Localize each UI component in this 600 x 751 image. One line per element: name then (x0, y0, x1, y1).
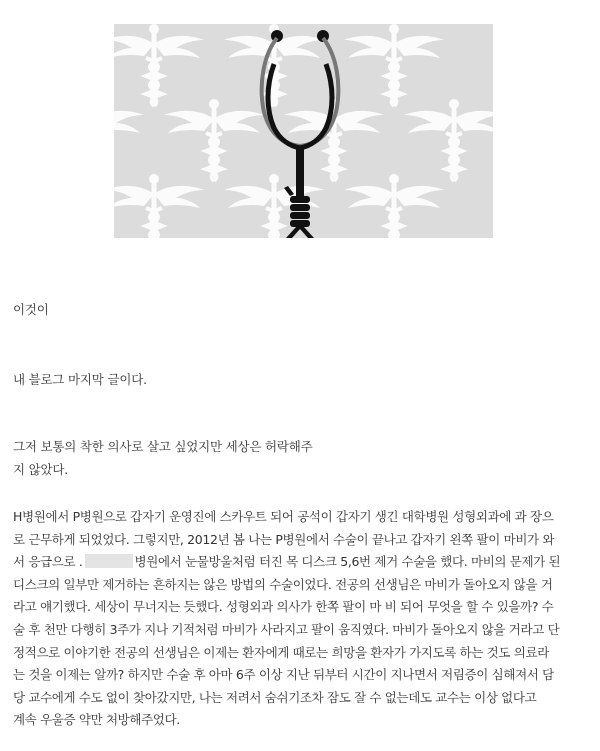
stethoscope-noose-icon (114, 24, 493, 238)
story-line: 디스크의 일부만 제거하는 흔하지는 않은 방법의 수술이었다. 전공의 선생님은 마비가 돌아오지 않을 거 (13, 576, 553, 592)
post-line-wish-2: 지 않았다. (13, 462, 69, 477)
story-line: 술 후 천만 다행히 3주가 지나 기적처럼 마비가 사라지고 팔이 움직였다. 마비가 돌아오지 않을 거라고 단 (13, 621, 560, 637)
story-line-part: 서 응급으로 . (13, 554, 83, 570)
story-line: 라고 얘기했다. 세상이 무너지는 듯했다. 성형외과 의사가 한쪽 팔이 마 비 되어 무엇을 할 수 있을까? 수 (13, 599, 554, 615)
story-paragraph (13, 506, 591, 732)
post-line-wish-1: 그저 보통의 착한 의사로 살고 싶었지만 세상은 허락해주 (13, 439, 313, 454)
post-line-last-post: 내 블로그 마지막 글이다. (13, 372, 147, 387)
story-line: 계속 우울증 약만 처방해주었다. (13, 712, 180, 728)
stethoscope-noose-illustration (114, 24, 493, 238)
story-line (13, 551, 591, 574)
story-line: 로 근무하게 되었었다. 그렇지만, 2012년 봄 나는 P병원에서 수술이 끝나고 갑자기 왼쪽 팔이 마비가 와 (13, 531, 555, 547)
story-line: 는 것을 이제는 알까? 하지만 수술 후 아마 6주 이상 지난 뒤부터 시간이 지나면서 저림증이 심해져서 담 (13, 667, 554, 683)
story-line-part: 병원에서 눈물방울처럼 터진 목 디스크 5,6번 제거 수술을 했다. 마비의 문제가 된 (134, 554, 561, 570)
post-line-intro: 이것이 (13, 302, 49, 317)
story-line: 당 교수에게 수도 없이 찾아갔지만, 나는 저려서 숨쉬기조차 잠도 잘 수 없는데도 교수는 이상 없다고 (13, 689, 537, 705)
story-line: H병원에서 P병원으로 갑자기 운영진에 스카우트 되어 공석이 갑자기 생긴 대학병원 성형외과에 과 장으 (13, 509, 554, 524)
story-line: 정적으로 이야기한 전공의 선생님은 이제는 환자에게 때로는 희망을 환자가 가지도록 하는 것도 의료라 (13, 644, 549, 660)
redacted-hospital-name (85, 554, 133, 568)
